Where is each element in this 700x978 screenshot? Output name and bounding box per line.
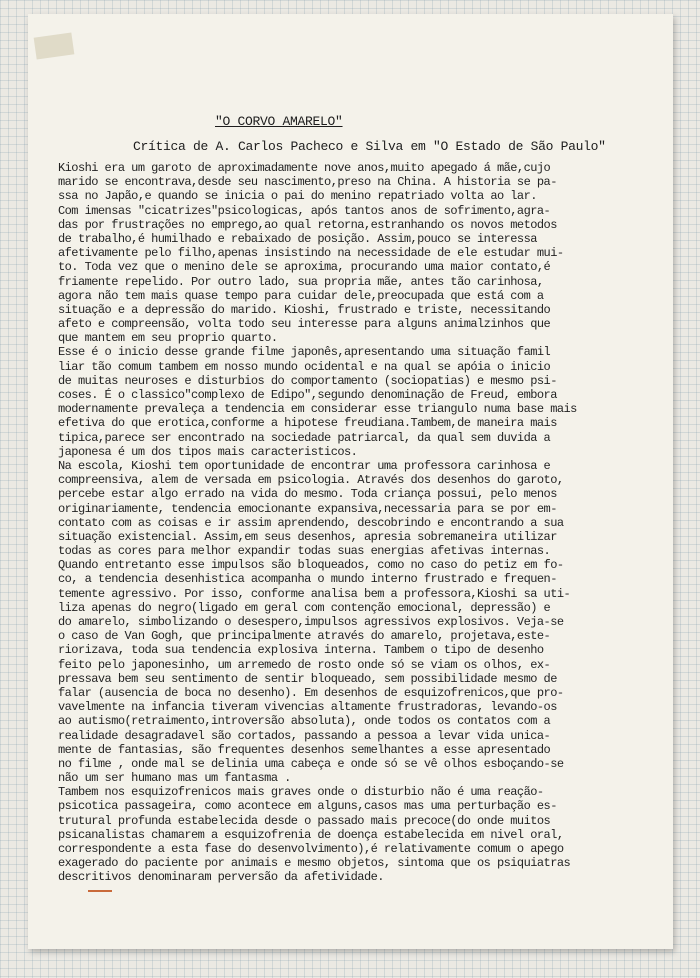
- text-line: efetiva do que erotica,conforme a hipotese freudiana.Tambem,de maneira mais: [58, 416, 557, 431]
- text-line: que mantem em seu proprio quarto.: [58, 331, 278, 346]
- text-line: percebe estar algo errado na vida do mesmo. Toda criança possui, pelo menos: [58, 487, 557, 502]
- text-line: trutural profunda estabelecida desde o passado mais precoce(do onde muitos: [58, 813, 551, 828]
- text-line: não um ser humano mas um fantasma .: [58, 771, 291, 786]
- text-line: correspondente a esta fase do desenvolvimento),é relativamente comum o apego: [58, 842, 564, 856]
- text-line: compreensiva, alem de versada em psicologia. Através dos desenhos do garoto,: [58, 473, 564, 488]
- text-line: ao autismo(retraimento,introversão absoluta), onde todos os contatos com a: [58, 714, 551, 729]
- text-line: psicanalistas chamarem a esquizofrenia de doença estabelecida em nivel oral,: [58, 827, 564, 842]
- text-line: contato com as coisas e ir assim aprendendo, descobrindo e encontrando a sua: [58, 515, 564, 530]
- text-line: co, a tendencia desenhistica acompanha o mundo interno frustrado e frequen-: [58, 572, 557, 587]
- text-line: mente de fantasias, são frequentes desenhos semelhantes a esse apresentado: [58, 742, 551, 757]
- text-line: pressava bem seu sentimento de sentir bloqueado, sem possibilidade mesmo de: [58, 671, 557, 686]
- text-line: no filme , onde mal se delinia uma cabeça e onde só se vê olhos esboçando-se: [58, 756, 564, 771]
- text-line: o caso de Van Gogh, que principalmente através do amarelo, projetava,este-: [58, 629, 551, 644]
- text-line: vavelmente na infancia tiveram vivencias altamente frustradoras, levando-os: [58, 700, 557, 715]
- document-title: "O CORVO AMARELO": [215, 114, 343, 129]
- text-line: friamente repelido. Por outro lado, sua propria mãe, antes tão carinhosa,: [58, 274, 544, 289]
- document-subtitle: Crítica de A. Carlos Pacheco e Silva em "O Estado de São Paulo": [133, 139, 606, 154]
- text-line: Na escola, Kioshi tem oportunidade de encontrar uma professora carinhosa e: [58, 458, 551, 473]
- text-line: descritivos denominaram perversão da afetividade.: [58, 870, 384, 885]
- document-body: [58, 161, 658, 885]
- text-line: liar tão comum tambem em nosso mundo ocidental e na qual se apóia o inicio: [58, 359, 551, 374]
- text-line: afetivamente pelo filho,apenas insistindo na necessidade de ele estudar mui-: [58, 246, 564, 261]
- text-line: riorizava, toda sua tendencia explosiva interna. Tambem o tipo de desenho: [58, 643, 544, 658]
- text-line: temente agressivo. Por isso, conforme analisa bem a professora,Kioshi sa uti-: [58, 586, 571, 601]
- text-line: situação existencial. Assim,em seus desenhos, apresia sobremaneira utilizar: [58, 529, 557, 544]
- text-line: tipica,parece ser encontrado na sociedade patriarcal, da qual sem duvida a: [58, 430, 551, 445]
- text-line: exagerado do paciente por animais e mesmo objetos, sintoma que os psiquiatras: [58, 856, 571, 871]
- text-line: Esse é o inicio desse grande filme japonês,apresentando uma situação famil: [58, 345, 551, 360]
- text-line: coses. É o classico"complexo de Edipo",segundo denominação de Freud, embora: [58, 388, 557, 402]
- text-line: situação e a depressão do marido. Kioshi, frustrado e triste, necessitando: [58, 302, 551, 317]
- text-line: liza apenas do negro(ligado em geral com contenção emocional, depressão) e: [58, 600, 551, 615]
- text-line: marido se encontrava,desde seu nascimento,preso na China. A historia se pa-: [58, 175, 557, 190]
- text-line: to. Toda vez que o menino dele se aproxima, procurando uma maior contato,é: [58, 260, 551, 275]
- text-line: japonesa é um dos tipos mais caracteristicos.: [58, 444, 358, 459]
- text-line: Kioshi era um garoto de aproximadamente nove anos,muito apegado á mãe,cujo: [58, 161, 551, 175]
- text-line: agora não tem mais quase tempo para cuidar dele,preocupada que está com a: [58, 288, 544, 303]
- text-line: falar (ausencia de boca no desenho). Em desenhos de esquizofrenicos,que pro-: [58, 685, 564, 700]
- text-line: das por frustrações no emprego,ao qual retorna,estranhando os novos metodos: [58, 217, 557, 232]
- text-line: Quando entretanto esse impulsos são bloqueados, como no caso do petiz em fo-: [58, 558, 564, 573]
- text-line: do amarelo, simbolizando o desespero,impulsos agressivos explosivos. Veja-se: [58, 615, 564, 629]
- text-line: todas as cores para melhor expandir todas suas energias afetivas internas.: [58, 544, 551, 559]
- text-line: Com imensas "cicatrizes"psicologicas, após tantos anos de sofrimento,agra-: [58, 203, 551, 218]
- text-line: de muitas neuroses e disturbios do comportamento (sociopatias) e mesmo psi-: [58, 373, 557, 388]
- text-line: modernamente prevaleça a tendencia em considerar esse triangulo numa base mais: [58, 402, 577, 417]
- red-pencil-mark: [88, 890, 112, 892]
- text-line: feito pelo japonesinho, um arremedo de rosto onde só se viam os olhos, ex-: [58, 657, 551, 672]
- text-line: realidade desagradavel são cortados, passando a pessoa a levar vida unica-: [58, 728, 551, 743]
- text-line: de trabalho,é humilhado e rebaixado de posição. Assim,pouco se interessa: [58, 231, 537, 246]
- text-line: afeto e compreensão, volta todo seu interesse para alguns animalzinhos que: [58, 317, 551, 332]
- text-line: psicotica passageira, como acontece em alguns,casos mas uma perturbação es-: [58, 799, 557, 814]
- text-line: Tambem nos esquizofrenicos mais graves onde o disturbio não é uma reação-: [58, 785, 544, 800]
- text-line: originariamente, tendencia emocionante expansiva,necessaria para se por em-: [58, 501, 557, 516]
- text-line: ssa no Japão,e quando se inicia o pai do menino repatriado volta ao lar.: [58, 189, 537, 204]
